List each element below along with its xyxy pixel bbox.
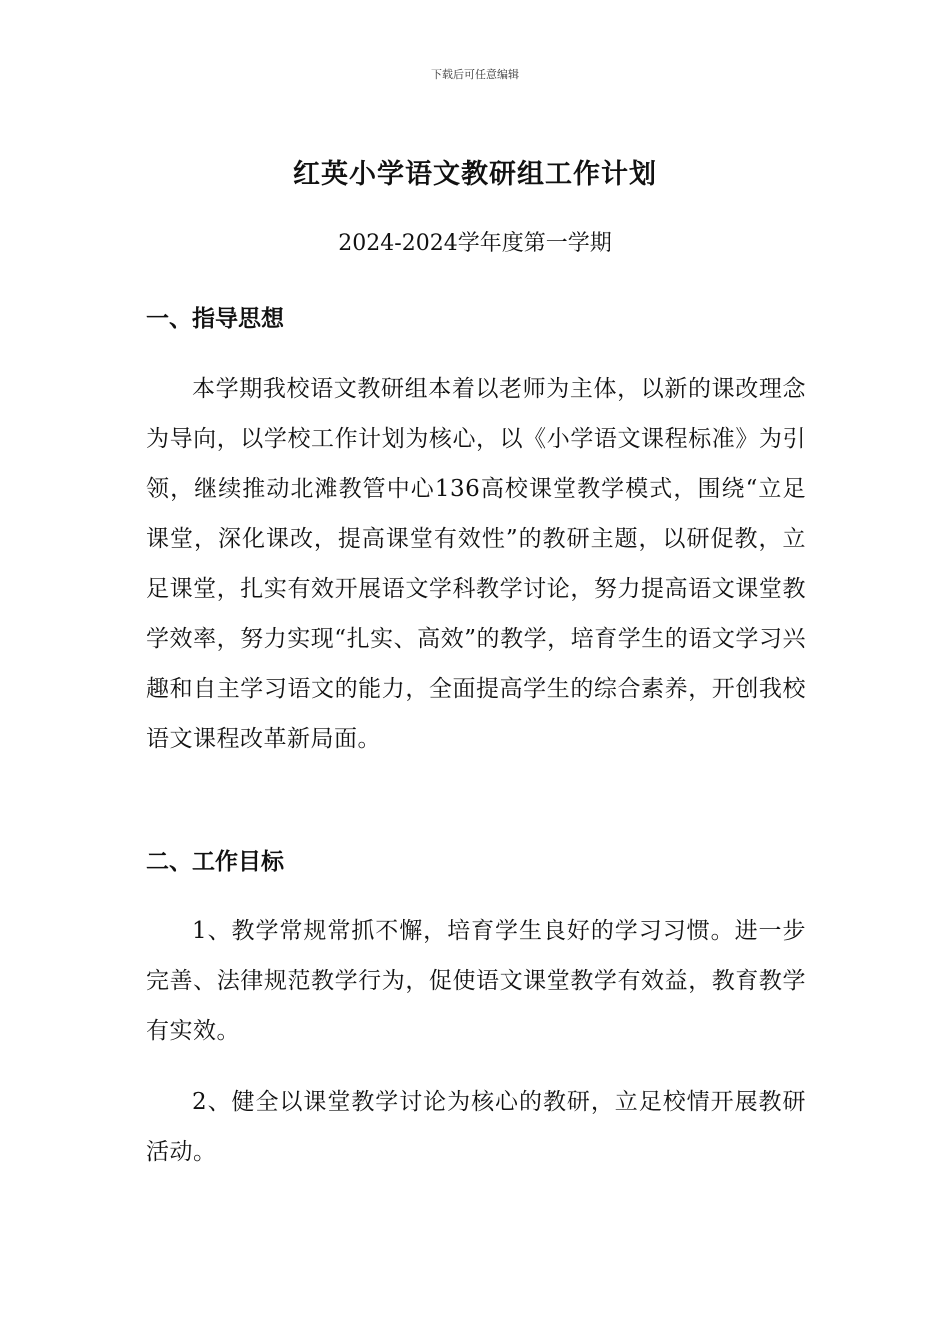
document-title: 红英小学语文教研组工作计划 xyxy=(293,159,657,190)
section-heading-guiding-ideology: 一、指导思想 xyxy=(146,305,284,332)
header-note: 下载后可任意编辑 xyxy=(431,68,519,81)
paragraph-guiding-ideology: 本学期我校语文教研组本着以老师为主体，以新的课改理念为导向，以学校工作计划为核心，以《小学语文课程标准》为引领，继续推动北滩教管中心136高校课堂教学模式，围绕“立足课堂，深化课改，提高课堂有效性”的教研主题，以研促教，立足课堂，扎实有效开展语文学科教学讨论，努力提高语文课堂教学效率，努力实现“扎实、高效”的教学，培育学生的语文学习兴趣和自主学习语文的能力，全面提高学生的综合素养，开创我校语文课程改革新局面。 xyxy=(146,376,806,752)
section-heading-work-goals: 二、工作目标 xyxy=(146,848,284,875)
paragraph-goal-2: 2、健全以课堂教学讨论为核心的教研，立足校情开展教研活动。 xyxy=(146,1089,806,1165)
paragraph-goal-1: 1、教学常规常抓不懈，培育学生良好的学习习惯。进一步完善、法律规范教学行为，促使语文课堂教学有效益，教育教学有实效。 xyxy=(146,918,806,1044)
document-subtitle: 2024-2024学年度第一学期 xyxy=(338,231,612,256)
